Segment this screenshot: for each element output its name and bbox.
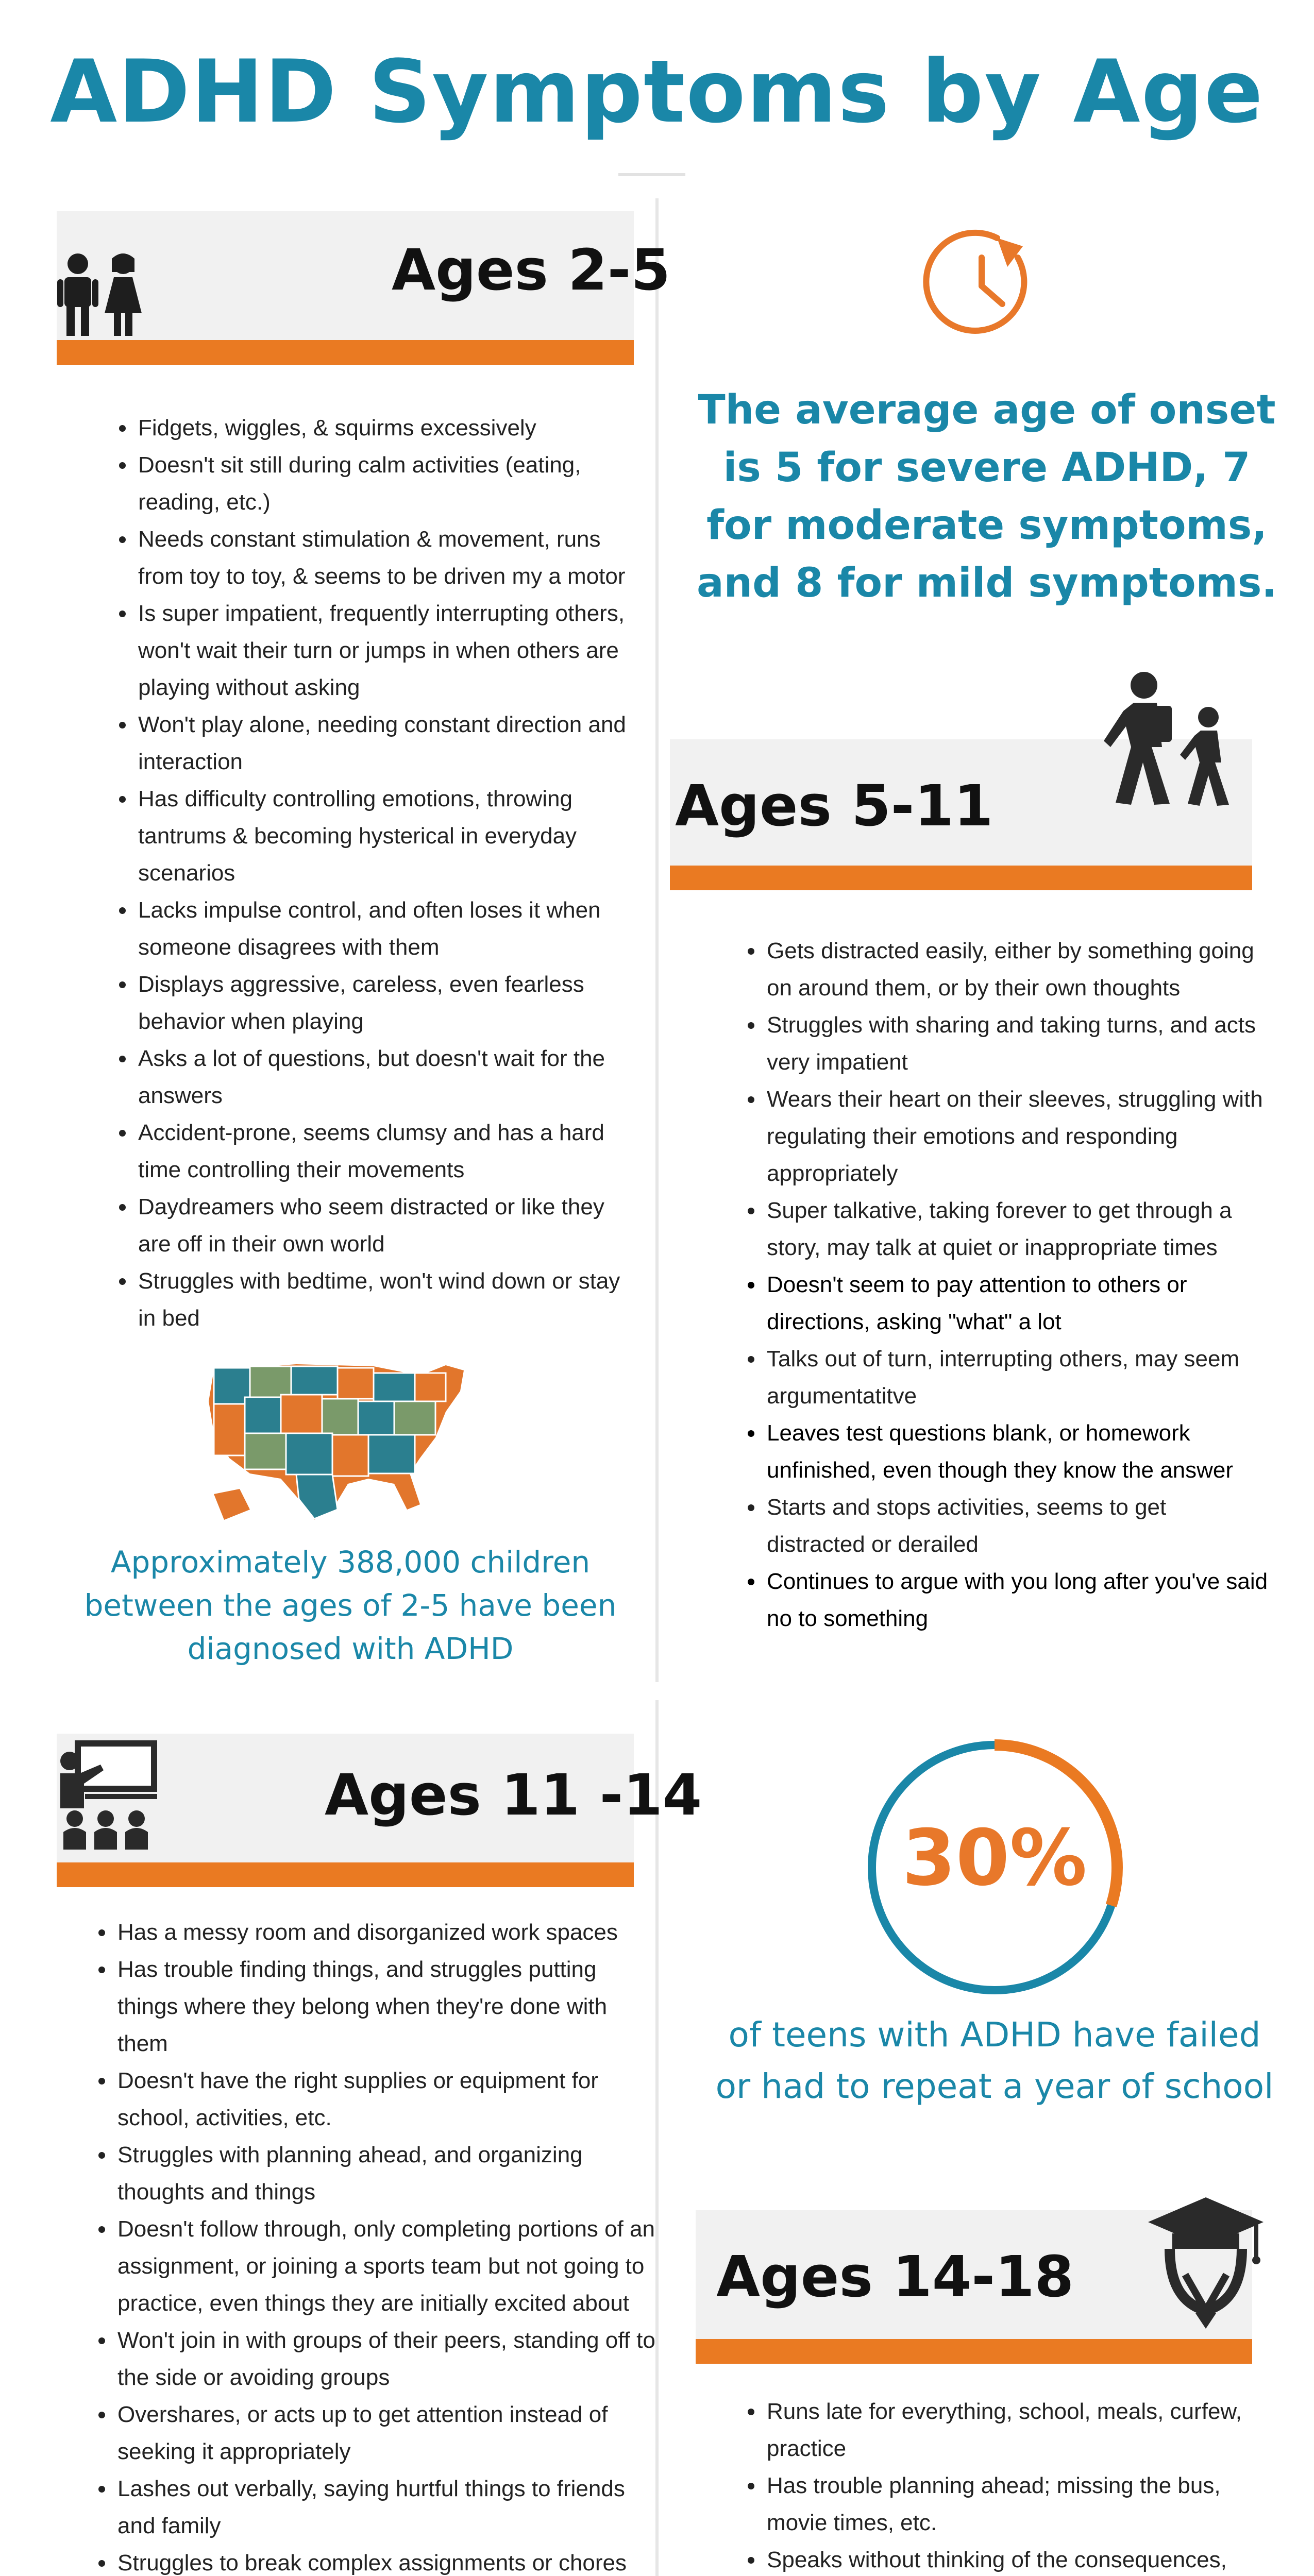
- list-item: • Lacks impulse control, and often loses it when someone disagrees with them: [136, 892, 631, 966]
- column-divider-top: [655, 198, 659, 1682]
- ages-11-14-bar: [57, 1862, 634, 1887]
- list-item: • Displays aggressive, careless, even fearless behavior when playing: [136, 966, 631, 1040]
- usa-map-icon: [204, 1355, 471, 1528]
- list-item: • Has trouble planning ahead; missing the bus, movie times, etc.: [765, 2467, 1280, 2541]
- list-item: • Doesn't have the right supplies or equipment for school, activities, etc.: [115, 2062, 656, 2137]
- list-item: • Daydreamers who seem distracted or like they are off in their own world: [136, 1189, 631, 1263]
- percent-ring: [858, 1731, 1131, 2004]
- children-icon: [54, 252, 147, 343]
- list-item: • Overshares, or acts up to get attention instead of seeking it appropriately: [115, 2396, 656, 2470]
- teacher-icon: [54, 1736, 162, 1857]
- list-item: • Struggles with bedtime, won't wind down or stay in bed: [136, 1263, 631, 1337]
- teens-stat: of teens with ADHD have failed or had to repeat a year of school: [715, 2015, 1274, 2106]
- list-item: • Asks a lot of questions, but doesn't wait for the answers: [136, 1040, 631, 1114]
- clock-icon: [920, 222, 1043, 348]
- list-item: • Starts and stops activities, seems to get distracted or derailed: [765, 1489, 1270, 1563]
- list-item: • Accident-prone, seems clumsy and has a hard time controlling their movements: [136, 1114, 631, 1189]
- list-item: • Doesn't sit still during calm activities (eating, reading, etc.): [136, 447, 631, 521]
- list-item: • Struggles with sharing and taking turns, and acts very impatient: [765, 1007, 1270, 1081]
- list-item: • Struggles with planning ahead, and organizing thoughts and things: [115, 2137, 656, 2211]
- ages-14-18-bar: [696, 2339, 1252, 2364]
- title-divider: [618, 173, 685, 176]
- list-item: • Lashes out verbally, saying hurtful things to friends and family: [115, 2470, 656, 2545]
- list-item: • Speaks without thinking of the consequences,: [765, 2541, 1280, 2576]
- list-item: • Runs late for everything, school, meals, curfew, practice: [765, 2393, 1280, 2467]
- list-item: • Needs constant stimulation & movement, runs from toy to toy, & seems to be driven my a motor: [136, 521, 631, 595]
- list-item: • Talks out of turn, interrupting others, may seem argumentatitve: [765, 1341, 1270, 1415]
- list-item: • Doesn't seem to pay attention to others or directions, asking "what" a lot: [765, 1266, 1270, 1341]
- list-item: • Won't play alone, needing constant direction and interaction: [136, 706, 631, 781]
- walking-kids-icon: [1103, 670, 1252, 811]
- page-title: ADHD Symptoms by Age: [50, 41, 1264, 142]
- ages-11-14-heading: Ages 11 -14: [325, 1762, 702, 1828]
- list-item: • Continues to argue with you long after you've said no to something: [765, 1563, 1270, 1637]
- list-item: • Super talkative, taking forever to get through a story, may talk at quiet or inappropriate times: [765, 1192, 1270, 1266]
- graduate-icon: [1144, 2192, 1268, 2334]
- ages-2-5-stat: Approximately 388,000 children between the ages of 2-5 have been diagnosed with ADHD: [84, 1545, 617, 1666]
- list-item: • Won't join in with groups of their peers, standing off to the side or avoiding groups: [115, 2322, 656, 2396]
- list-item: • Fidgets, wiggles, & squirms excessively: [136, 410, 631, 447]
- onset-stat: The average age of onset is 5 for severe ADHD, 7 for moderate symptoms, and 8 for mild symptoms.: [696, 387, 1277, 606]
- list-item: • Has difficulty controlling emotions, throwing tantrums & becoming hysterical in everyday scenarios: [136, 781, 631, 892]
- ages-5-11-list: [737, 933, 1270, 1637]
- list-item: • Is super impatient, frequently interrupting others, won't wait their turn or jumps in when others are playing without asking: [136, 595, 631, 706]
- list-item: • Has trouble finding things, and struggles putting things where they belong when they're done with them: [115, 1951, 656, 2062]
- ages-5-11-heading: Ages 5-11: [675, 773, 993, 839]
- list-item: • Doesn't follow through, only completing portions of an assignment, or joining a sports team but not going to practice, even things they are initially excited about: [115, 2211, 656, 2322]
- list-item: • Wears their heart on their sleeves, struggling with regulating their emotions and responding appropriately: [765, 1081, 1270, 1192]
- ages-2-5-list: [108, 410, 631, 1337]
- list-item: • Has a messy room and disorganized work spaces: [115, 1914, 656, 1951]
- ages-11-14-list: [88, 1914, 656, 2576]
- ages-14-18-heading: Ages 14-18: [716, 2244, 1074, 2310]
- ages-14-18-list: [737, 2393, 1280, 2576]
- list-item: • Gets distracted easily, either by something going on around them, or by their own thoughts: [765, 933, 1270, 1007]
- list-item: • Struggles to break complex assignments or chores: [115, 2545, 656, 2576]
- ages-2-5-heading: Ages 2-5: [392, 237, 670, 303]
- ages-5-11-bar: [670, 866, 1252, 890]
- percent-label: 30%: [902, 1814, 1087, 1903]
- ages-2-5-bar: [57, 340, 634, 365]
- list-item: • Leaves test questions blank, or homework unfinished, even though they know the answer: [765, 1415, 1270, 1489]
